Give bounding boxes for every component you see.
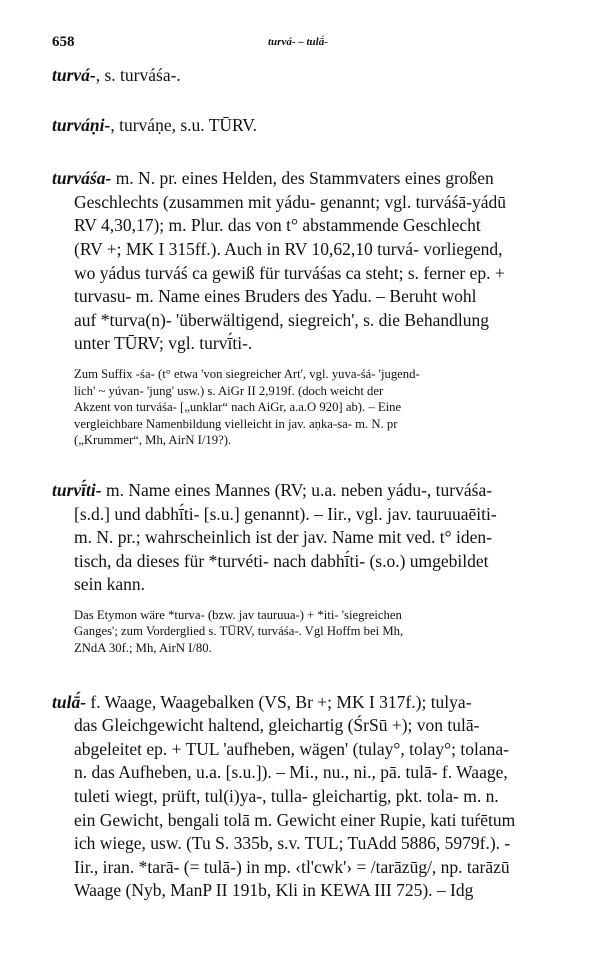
entry-line: unter TŪRV; vgl. turvī́ti-. (74, 333, 253, 354)
entry-line: RV 4,30,17); m. Plur. das von t° abstammende Geschlecht (74, 215, 481, 236)
note-line: vergleichbare Namenbildung vielleicht in jav. aṇka-sa- m. N. pr (74, 416, 398, 431)
note-line: Akzent von turváśa- [„unklar“ nach AiGr, a.a.O 920] ab). – Eine (74, 400, 402, 415)
entry-line: m. N. pr.; wahrscheinlich ist der jav. Name mit ved. t° iden- (74, 527, 492, 548)
entry-line: turvasu- m. Name eines Bruders des Yadu. – Beruht wohl (74, 286, 477, 307)
entry-line: ich wiege, usw. (Tu S. 335b, s.v. TUL; TuAdd 5886, 5979f.). - (74, 833, 511, 854)
entry-line: tisch, da dieses für *turvéti- nach dabhī́ti- (s.o.) umgebildet (74, 550, 489, 571)
entry-line: (RV +; MK I 315ff.). Auch in RV 10,62,10 turvá- vorliegend, (74, 238, 503, 259)
entry-turvani (52, 114, 571, 138)
entry-turva (52, 64, 571, 88)
note-line: Zum Suffix -śa- (t° etwa 'von siegreicher Art', vgl. yuva-śá- 'jugend- (74, 366, 420, 381)
entry-text: m. N. pr. eines Helden, des Stammvaters eines großen (111, 168, 494, 189)
entry-line: [s.d.] und dabhī́ti- [s.u.] genannt). – Iir., vgl. jav. tauruuaēiti- (74, 503, 497, 524)
entry-text: m. Name eines Mannes (RV; u.a. neben yádu-, turváśa- (101, 479, 493, 500)
entry-line: abgeleitet ep. + TUL 'aufheben, wägen' (tulay°, tolay°; tolana- (74, 738, 509, 759)
note-line: Das Etymon wäre *turva- (bzw. jav tauruua-) + *iti- 'siegreichen (74, 607, 402, 622)
entry-line: Iir., iran. *tarā- (= tulā-) in mp. ‹tl'cwk'› = /tarāzūg/, np. tarāzū (74, 856, 510, 877)
entry-tula (52, 691, 571, 903)
note-line: Ganges'; zum Vorderglied s. TŪRV, turváśa-. Vgl Hoffm bei Mh, (74, 624, 404, 639)
entry-line: tuleti wiegt, prüft, tul(i)ya-, tulla- gleichartig, pkt. tola- m. n. (74, 786, 499, 807)
entry-line: n. das Aufheben, u.a. [s.u.]). – Mi., nu., ni., pā. tulā- f. Waage, (74, 762, 508, 783)
note-line: ZNdA 30f.; Mh, AirN I/80. (74, 641, 212, 656)
entry-line: Waage (Nyb, ManP II 191b, Kli in KEWA III 725). – Idg (74, 880, 474, 901)
headword: tulā́- (52, 691, 87, 712)
note-line: („Krummer“, Mh, AirN I/19?). (74, 433, 232, 448)
headword: turvī́ti- (52, 479, 102, 500)
page-number: 658 (52, 34, 75, 50)
entry-line: wo yádus turváś ca gewiß für turváśas ca steht; s. ferner ep. + (74, 262, 505, 283)
entry-line: das Gleichgewicht haltend, gleichartig (ŚrSū +); von tulā- (74, 715, 480, 736)
headword: turváṇi- (52, 114, 111, 135)
headword: turvá- (52, 65, 96, 85)
footnote (74, 607, 571, 657)
entry-line: Geschlechts (zusammen mit yádu- genannt; vgl. turváśā-yádū (74, 191, 507, 212)
page-header (52, 34, 571, 64)
entry-text: f. Waage, Waagebalken (VS, Br +; MK I 317f.); tulya- (86, 691, 472, 712)
footnote (74, 366, 571, 449)
entry-line: auf *turva(n)- 'überwältigend, siegreich', s. die Behandlung (74, 309, 489, 330)
running-title: turvá- – tulā́- (268, 36, 328, 48)
entry-text: , turváṇe, s.u. TŪRV. (110, 114, 258, 135)
entry-turviti (52, 479, 571, 657)
note-line: lich' ~ yúvan- 'jung' usw.) s. AiGr II 2,919f. (doch weicht der (74, 383, 384, 398)
entry-line: ein Gewicht, bengali tolā m. Gewicht einer Rupie, kati tuŕētum (74, 809, 516, 830)
entry-text: , s. turváśa-. (95, 65, 181, 85)
headword: turváśa- (52, 168, 112, 189)
entry-line: sein kann. (74, 574, 145, 595)
entry-turvasa (52, 167, 571, 449)
